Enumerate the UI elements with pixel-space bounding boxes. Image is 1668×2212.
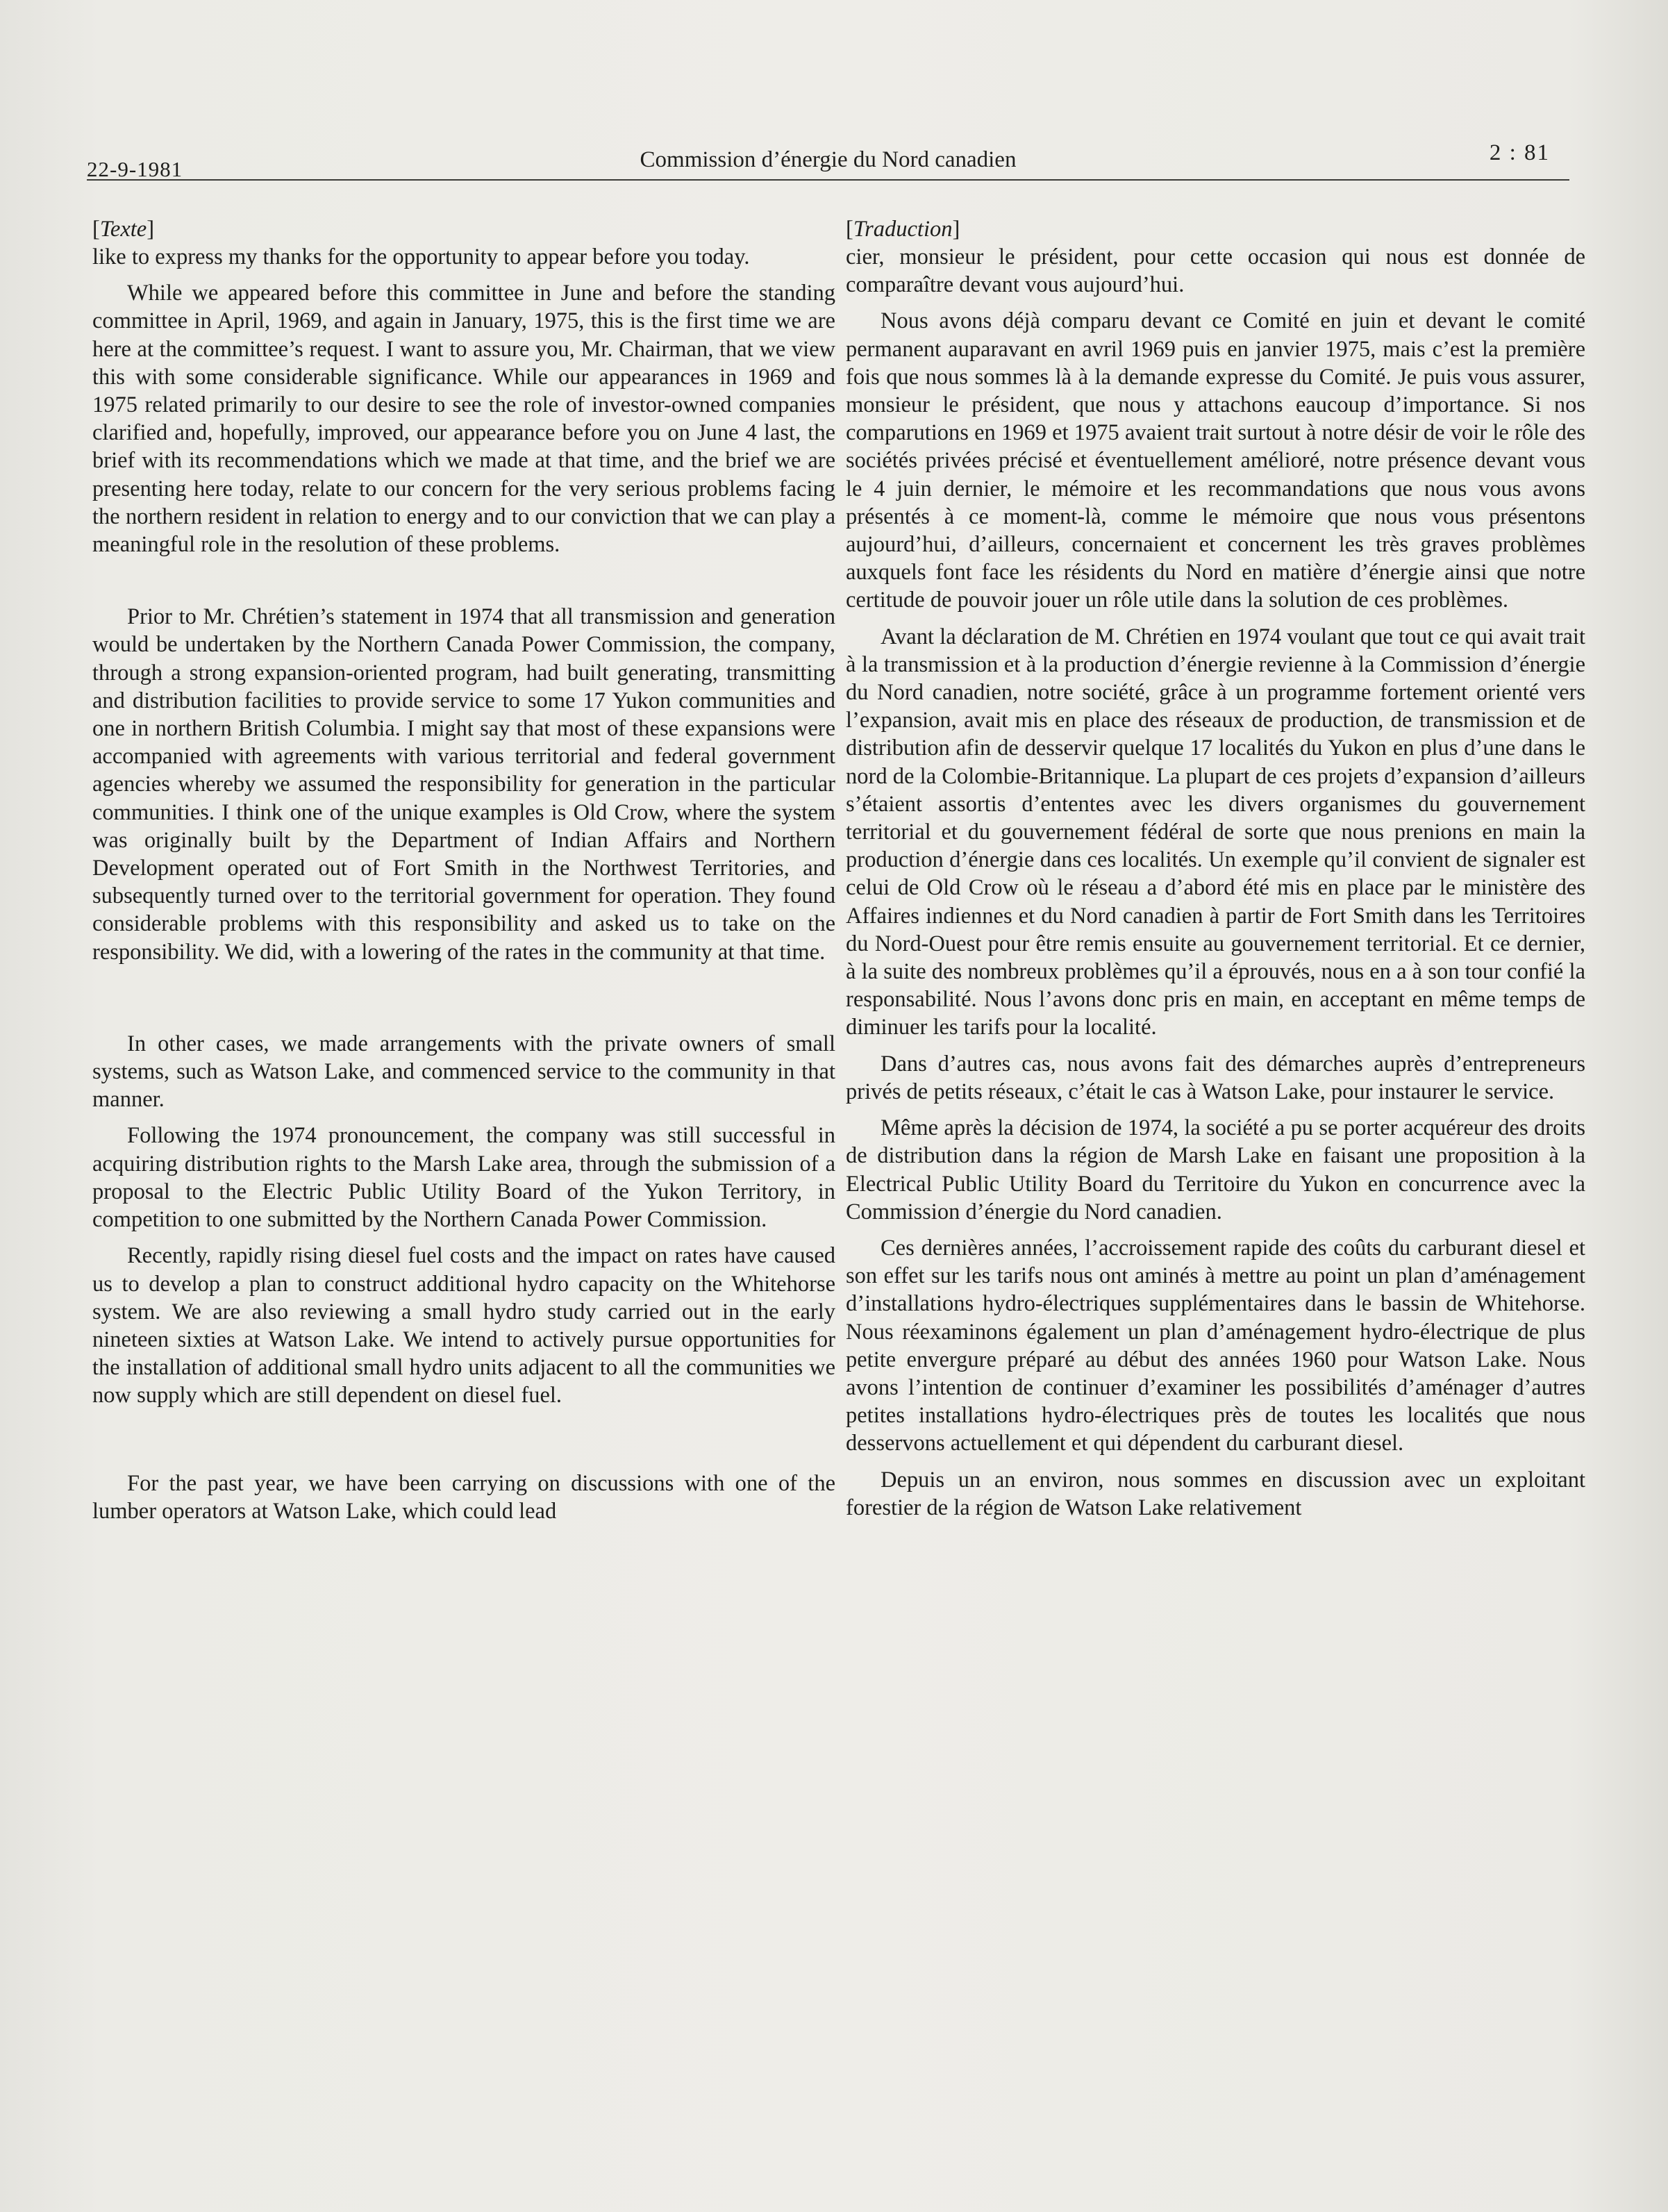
paragraph: Ces dernières années, l’accroissement rapide des coûts du carburant diesel et son effet sur les tarifs nous ont aminés à mettre au point un plan d’aménagement d’installations hydro-électriques supplémentaires dans le bassin de Whitehorse. Nous réexaminons également un plan d’aménagement hydro-électrique de plus petite envergure préparé au début des années 1960 pour Watson Lake. Nous avons l’intention de continuer d’examiner les possibilités d’aménager d’autres petites installations hydro-électriques près de toutes les localités que nous desservons actuellement et qui dépendent du carburant diesel. xyxy=(846,1235,1585,1456)
paragraph: Prior to Mr. Chrétien’s statement in 1974 that all transmission and generation would be undertaken by the Northern Canada Power Commission, the company, through a strong expansion-oriented program, had built generating, transmitting and distribution facilities to provide service to some 17 Yukon communities and one in northern British Columbia. I might say that most of these expansions were accompanied with agreements with various territorial and federal government agencies whereby we assumed the responsibility for generation in the particular communities. I think one of the unique examples is Old Crow, where the system was originally built by the Department of Indian Affairs and Northern Development operated out of Fort Smith in the Northwest Territories, and subsequently turned over to the territorial government for operation. They found considerable problems with this responsibility and asked us to take on the responsibility. We did, with a lowering of the rates in the community at that time. xyxy=(92,604,835,965)
paragraph: like to express my thanks for the opportunity to appear before you today. xyxy=(92,244,750,269)
paragraph: While we appeared before this committee in June and before the standing committee in April, 1969, and again in January, 1975, this is the first time we are here at the committee’s request. I want to assure you, Mr. Chairman, that we view this with some considerable significance. While our appearances in 1969 and 1975 related primarily to our desire to see the role of investor-owned companies clarified and, hopefully, improved, our appearance before you on June 4 last, the brief with its recommendations which we made at that time, and the brief we are presenting here today, relate to our concern for the very serious problems facing the northern resident in relation to energy and to our conviction that we can play a meaningful role in the resolution of these problems. xyxy=(92,281,835,558)
french-column xyxy=(846,215,1585,1522)
paragraph: Avant la déclaration de M. Chrétien en 1974 voulant que tout ce qui avait trait à la transmission et à la production d’énergie revienne à la Commission d’énergie du Nord canadien, notre société, grâce à un programme fortement orienté vers l’expansion, avait mis en place des réseaux de production, de transmission et de distribution afin de desservir quelque 17 localités du Yukon en plus d’une dans le nord de la Colombie-Britannique. La plupart de ces projets d’expansion d’ailleurs s’étaient assortis d’ententes avec les divers organismes du gouvernement territorial et du gouvernement fédéral de sorte que nous prenions en main la production d’énergie dans ces localités. Un exemple qu’il convient de signaler est celui de Old Crow où le réseau a d’abord été mis en place par le ministère des Affaires indiennes et du Nord canadien à partir de Fort Smith dans les Territoires du Nord-Ouest pour être remis ensuite au gouvernement territorial. Et ce dernier, à la suite des nombreux problèmes qu’il a éprouvés, nous en a à son tour confié la responsabilité. Nous l’avons donc pris en main, en acceptant en même temps de diminuer les tarifs pour la localité. xyxy=(846,624,1585,1040)
paragraph: Nous avons déjà comparu devant ce Comité en juin et devant le comité permanent auparavant en avril 1969 puis en janvier 1975, mais c’est la première fois que nous sommes là à la demande expresse du Comité. Je puis vous assurer, monsieur le président, que nous y attachons eaucoup d’importance. Si nos comparutions en 1969 et 1975 avaient trait surtout à notre désir de voir le rôle des sociétés privées précisé et éventuellement amélioré, notre présence devant vous le 4 juin dernier, le mémoire et les recommandations que nous vous avons présentés à ce moment-là, comme le mémoire que nous vous présentons aujourd’hui, d’ailleurs, concernaient et concernent les très graves problèmes auxquels font face les résidents du Nord en matière d’énergie ainsi que notre certitude de pouvoir jouer un rôle utile dans la solution de ces problèmes. xyxy=(846,308,1585,613)
paragraph: Dans d’autres cas, nous avons fait des démarches auprès d’entrepreneurs privés de petits réseaux, c’était le cas à Watson Lake, pour instaurer le service. xyxy=(846,1051,1585,1104)
paragraph: Recently, rapidly rising diesel fuel costs and the impact on rates have caused us to develop a plan to construct additional hydro capacity on the Whitehorse system. We are also reviewing a small hydro study carried out in the early nineteen sixties at Watson Lake. We intend to actively pursue opportunities for the installation of additional small hydro units adjacent to all the communities we now supply which are still dependent on diesel fuel. xyxy=(92,1243,835,1408)
column-label-texte: [Texte] xyxy=(92,217,155,242)
paragraph: In other cases, we made arrangements with the private owners of small systems, such as Watson Lake, and commenced service to the community in that manner. xyxy=(92,1031,835,1113)
header-title: Commission d’énergie du Nord canadien xyxy=(640,147,1017,172)
english-column xyxy=(92,215,835,1525)
paragraph: Following the 1974 pronouncement, the company was still successful in acquiring distribution rights to the Marsh Lake area, through the submission of a proposal to the Electric Public Utility Board of the Yukon Territory, in competition to one submitted by the Northern Canada Power Commission. xyxy=(92,1123,835,1233)
paragraph: For the past year, we have been carrying on discussions with one of the lumber operators at Watson Lake, which could lead xyxy=(92,1470,835,1524)
header-page-number: 2 : 81 xyxy=(1489,140,1550,165)
paragraph: Même après la décision de 1974, la société a pu se porter acquéreur des droits de distribution dans la région de Marsh Lake en faisant une proposition à la Electrical Public Utility Board du Territoire du Yukon en concurrence avec la Commission d’énergie du Nord canadien. xyxy=(846,1115,1585,1224)
column-label-traduction: [Traduction] xyxy=(846,217,960,242)
page-header xyxy=(87,138,1569,181)
header-date: 22-9-1981 xyxy=(87,157,183,181)
paragraph: cier, monsieur le président, pour cette occasion qui nous est donnée de comparaître devant vous aujourd’hui. xyxy=(846,244,1585,298)
paragraph: Depuis un an environ, nous sommes en discussion avec un exploitant forestier de la région de Watson Lake relativement xyxy=(846,1467,1585,1520)
